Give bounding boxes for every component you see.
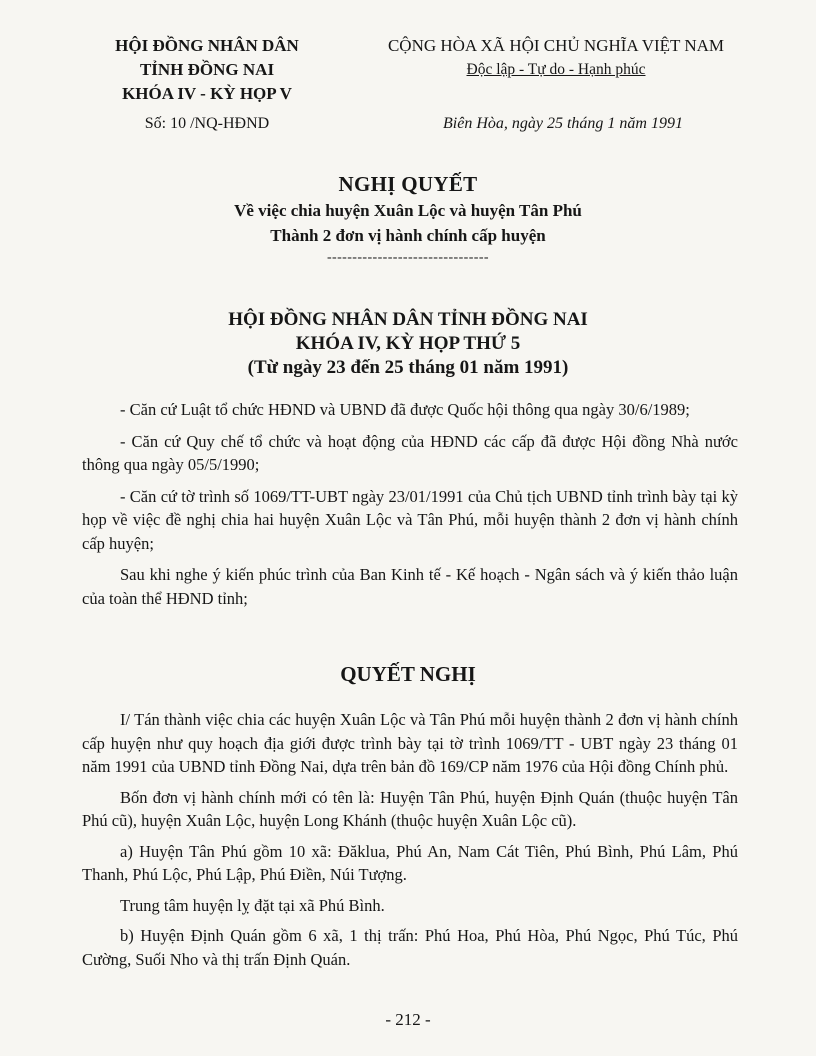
preamble — [82, 398, 738, 618]
decision-paragraph: a) Huyện Tân Phú gồm 10 xã: Đăklua, Phú An, Nam Cát Tiên, Phú Bình, Phú Lâm, Phú Thanh, Phú Lộc, Phú Lập, Phú Điền, Núi Tượng. — [82, 841, 738, 884]
title-separator: -------------------------------- — [327, 250, 489, 265]
council-line-3: (Từ ngày 23 đến 25 tháng 01 năm 1991) — [247, 357, 569, 378]
issuer-line-2: TỈNH ĐỒNG NAI — [139, 60, 275, 79]
decision-heading: QUYẾT NGHỊ — [340, 662, 476, 686]
decision-paragraph: Bốn đơn vị hành chính mới có tên là: Huyện Tân Phú, huyện Định Quán (thuộc huyện Tân Phú cũ), huyện Xuân Lộc, huyện Long Khánh (thuộc huyện Xuân Lộc cũ). — [82, 787, 738, 830]
decision-paragraph: Trung tâm huyện lỵ đặt tại xã Phú Bình. — [120, 895, 385, 915]
national-header — [356, 34, 756, 136]
national-motto: Độc lập - Tự do - Hạnh phúc — [466, 61, 646, 78]
preamble-paragraph: - Căn cứ tờ trình số 1069/TT-UBT ngày 23/01/1991 của Chủ tịch UBND tỉnh trình bày tại kỳ họp về việc đề nghị chia hai huyện Xuân Lộc và Tân Phú, mỗi huyện thành 2 đơn vị hành chính cấp huyện; — [82, 486, 738, 553]
page-number: - 212 - — [385, 1010, 431, 1029]
issuer-line-3: KHÓA IV - KỲ HỌP V — [122, 84, 292, 103]
document-date: Biên Hòa, ngày 25 tháng 1 năm 1991 — [443, 115, 683, 132]
issuer-line-1: HỘI ĐỒNG NHÂN DÂN — [115, 36, 299, 55]
preamble-paragraph: Sau khi nghe ý kiến phúc trình của Ban Kinh tế - Kế hoạch - Ngân sách và ý kiến thảo luận của toàn thể HĐND tỉnh; — [82, 565, 738, 608]
decision-paragraph: I/ Tán thành việc chia các huyện Xuân Lộc và Tân Phú mỗi huyện thành 2 đơn vị hành chính cấp huyện như quy hoạch địa giới được trình bày tại tờ trình 1069/TT - UBT ngày 23 tháng 01 năm 1991 của UBND tỉnh Đồng Nai, dựa trên bản đồ 169/CP năm 1976 của Hội đồng Chính phủ. — [82, 710, 738, 776]
council-line-1: HỘI ĐỒNG NHÂN DÂN TỈNH ĐỒNG NAI — [228, 309, 588, 330]
decision-body — [82, 708, 738, 978]
preamble-paragraph: - Căn cứ Luật tổ chức HĐND và UBND đã được Quốc hội thông qua ngày 30/6/1989; — [120, 400, 690, 419]
title-subject-1: Về việc chia huyện Xuân Lộc và huyện Tân Phú — [234, 201, 582, 220]
decision-paragraph: b) Huyện Định Quán gồm 6 xã, 1 thị trấn: Phú Hoa, Phú Hòa, Phú Ngọc, Phú Túc, Phú Cường, Suối Nho và thị trấn Định Quán. — [82, 926, 738, 969]
title-subject-2: Thành 2 đơn vị hành chính cấp huyện — [270, 226, 546, 245]
council-heading — [0, 308, 816, 380]
document-number: Số: 10 /NQ-HĐND — [144, 115, 270, 132]
title-main: NGHỊ QUYẾT — [338, 172, 478, 196]
council-line-2: KHÓA IV, KỲ HỌP THỨ 5 — [295, 333, 521, 354]
preamble-paragraph: - Căn cứ Quy chế tổ chức và hoạt động của HĐND các cấp đã được Hội đồng Nhà nước thông qua ngày 05/5/1990; — [82, 431, 738, 474]
document-title — [0, 170, 816, 266]
nation-name: CỘNG HÒA XÃ HỘI CHỦ NGHĨA VIỆT NAM — [387, 36, 725, 55]
issuer-header — [92, 34, 322, 136]
